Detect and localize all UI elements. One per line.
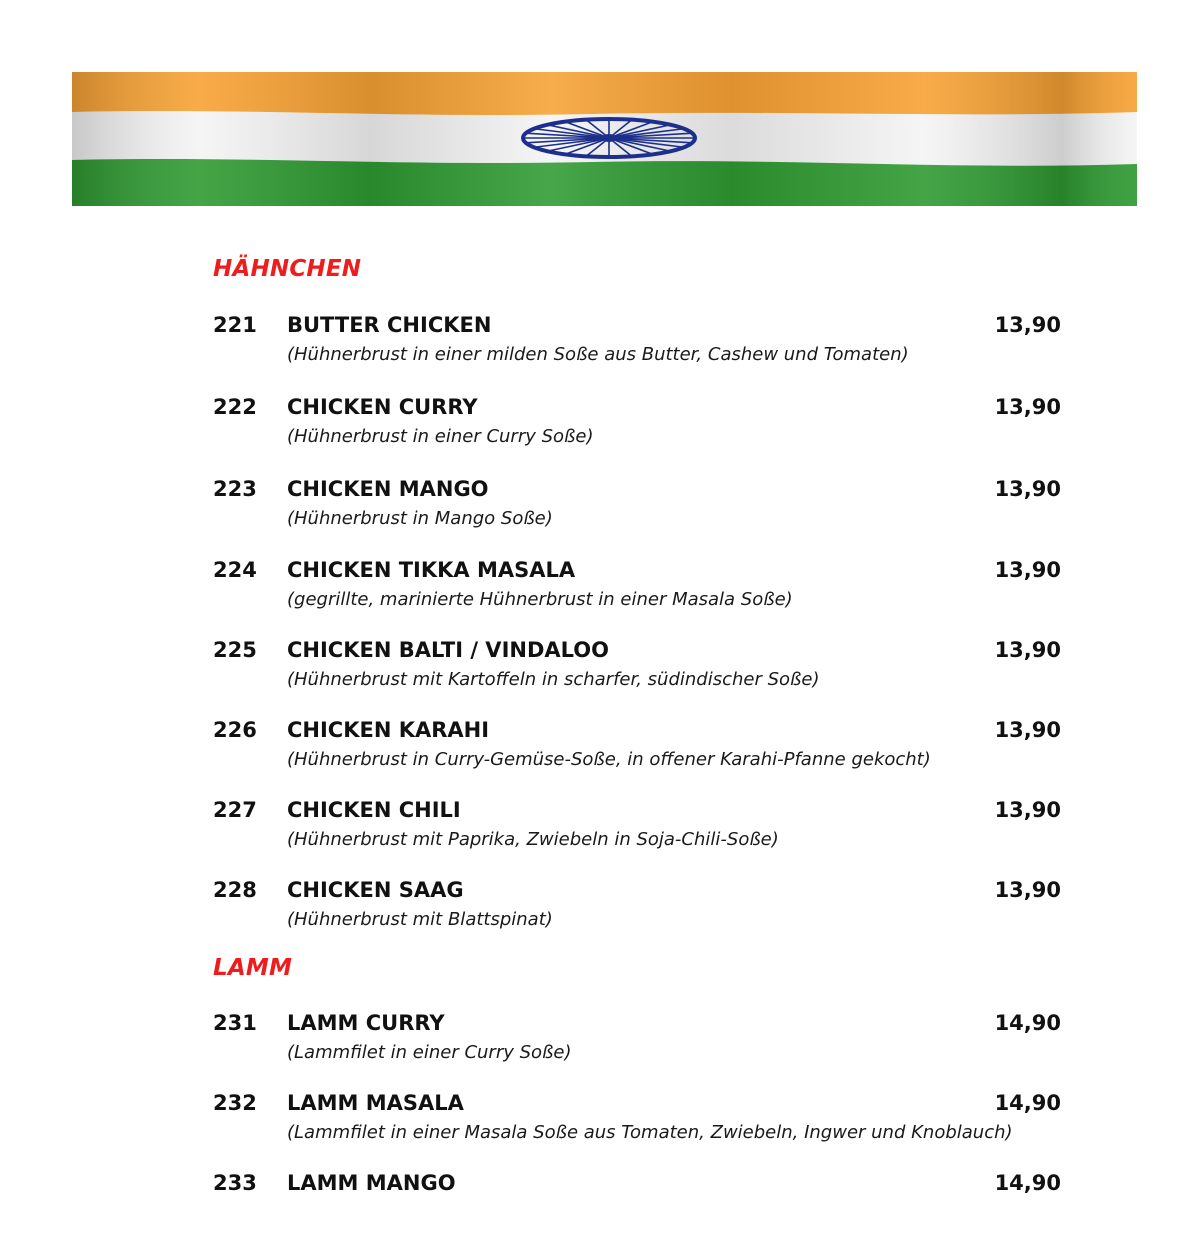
item-description: (Hühnerbrust in einer Curry Soße) bbox=[287, 426, 594, 447]
menu-item bbox=[213, 1089, 1073, 1153]
section-title: LAMM bbox=[213, 955, 293, 981]
item-description: (Hühnerbrust mit Kartoffeln in scharfer, südindischer Soße) bbox=[287, 669, 820, 690]
ashoka-chakra-icon bbox=[523, 119, 695, 157]
item-price: 13,90 bbox=[994, 718, 1061, 742]
item-price: 14,90 bbox=[994, 1171, 1061, 1195]
item-number: 233 bbox=[213, 1171, 257, 1195]
item-number: 224 bbox=[213, 558, 257, 582]
item-price: 13,90 bbox=[994, 878, 1061, 902]
item-name: LAMM MANGO bbox=[287, 1171, 456, 1195]
item-description: (Hühnerbrust in Curry-Gemüse-Soße, in offener Karahi-Pfanne gekocht) bbox=[287, 749, 931, 770]
menu-item bbox=[213, 876, 1073, 940]
menu-item bbox=[213, 1009, 1073, 1073]
section-title: HÄHNCHEN bbox=[213, 256, 362, 282]
item-number: 225 bbox=[213, 638, 257, 662]
item-number: 223 bbox=[213, 477, 257, 501]
item-name: CHICKEN SAAG bbox=[287, 878, 464, 902]
menu-item bbox=[213, 475, 1073, 539]
item-name: CHICKEN KARAHI bbox=[287, 718, 490, 742]
item-description: (gegrillte, marinierte Hühnerbrust in einer Masala Soße) bbox=[287, 589, 793, 610]
item-name: CHICKEN CHILI bbox=[287, 798, 461, 822]
item-number: 227 bbox=[213, 798, 257, 822]
item-name: CHICKEN MANGO bbox=[287, 477, 489, 501]
item-number: 222 bbox=[213, 395, 257, 419]
item-price: 13,90 bbox=[994, 798, 1061, 822]
item-number: 226 bbox=[213, 718, 257, 742]
item-number: 228 bbox=[213, 878, 257, 902]
item-name: CHICKEN BALTI / VINDALOO bbox=[287, 638, 609, 662]
item-description: (Hühnerbrust mit Blattspinat) bbox=[287, 909, 553, 930]
item-name: BUTTER CHICKEN bbox=[287, 313, 492, 337]
menu-item bbox=[213, 311, 1073, 375]
item-number: 231 bbox=[213, 1011, 257, 1035]
menu-item bbox=[213, 1169, 1073, 1233]
menu-item bbox=[213, 556, 1073, 620]
item-description: (Lammfilet in einer Masala Soße aus Tomaten, Zwiebeln, Ingwer und Knoblauch) bbox=[287, 1122, 1013, 1143]
item-price: 13,90 bbox=[994, 395, 1061, 419]
item-number: 221 bbox=[213, 313, 257, 337]
item-price: 14,90 bbox=[994, 1091, 1061, 1115]
item-description: (Hühnerbrust in Mango Soße) bbox=[287, 508, 553, 529]
item-price: 14,90 bbox=[994, 1011, 1061, 1035]
menu-item bbox=[213, 636, 1073, 700]
item-name: CHICKEN CURRY bbox=[287, 395, 478, 419]
menu-item bbox=[213, 393, 1073, 457]
item-number: 232 bbox=[213, 1091, 257, 1115]
item-name: CHICKEN TIKKA MASALA bbox=[287, 558, 576, 582]
item-description: (Hühnerbrust in einer milden Soße aus Butter, Cashew und Tomaten) bbox=[287, 344, 909, 365]
item-name: LAMM MASALA bbox=[287, 1091, 464, 1115]
item-price: 13,90 bbox=[994, 313, 1061, 337]
india-flag-banner bbox=[72, 72, 1137, 206]
item-price: 13,90 bbox=[994, 477, 1061, 501]
item-name: LAMM CURRY bbox=[287, 1011, 445, 1035]
item-description: (Hühnerbrust mit Paprika, Zwiebeln in Soja-Chili-Soße) bbox=[287, 829, 779, 850]
menu-item bbox=[213, 796, 1073, 860]
menu-item bbox=[213, 716, 1073, 780]
item-price: 13,90 bbox=[994, 558, 1061, 582]
item-description: (Lammfilet in einer Curry Soße) bbox=[287, 1042, 572, 1063]
item-price: 13,90 bbox=[994, 638, 1061, 662]
